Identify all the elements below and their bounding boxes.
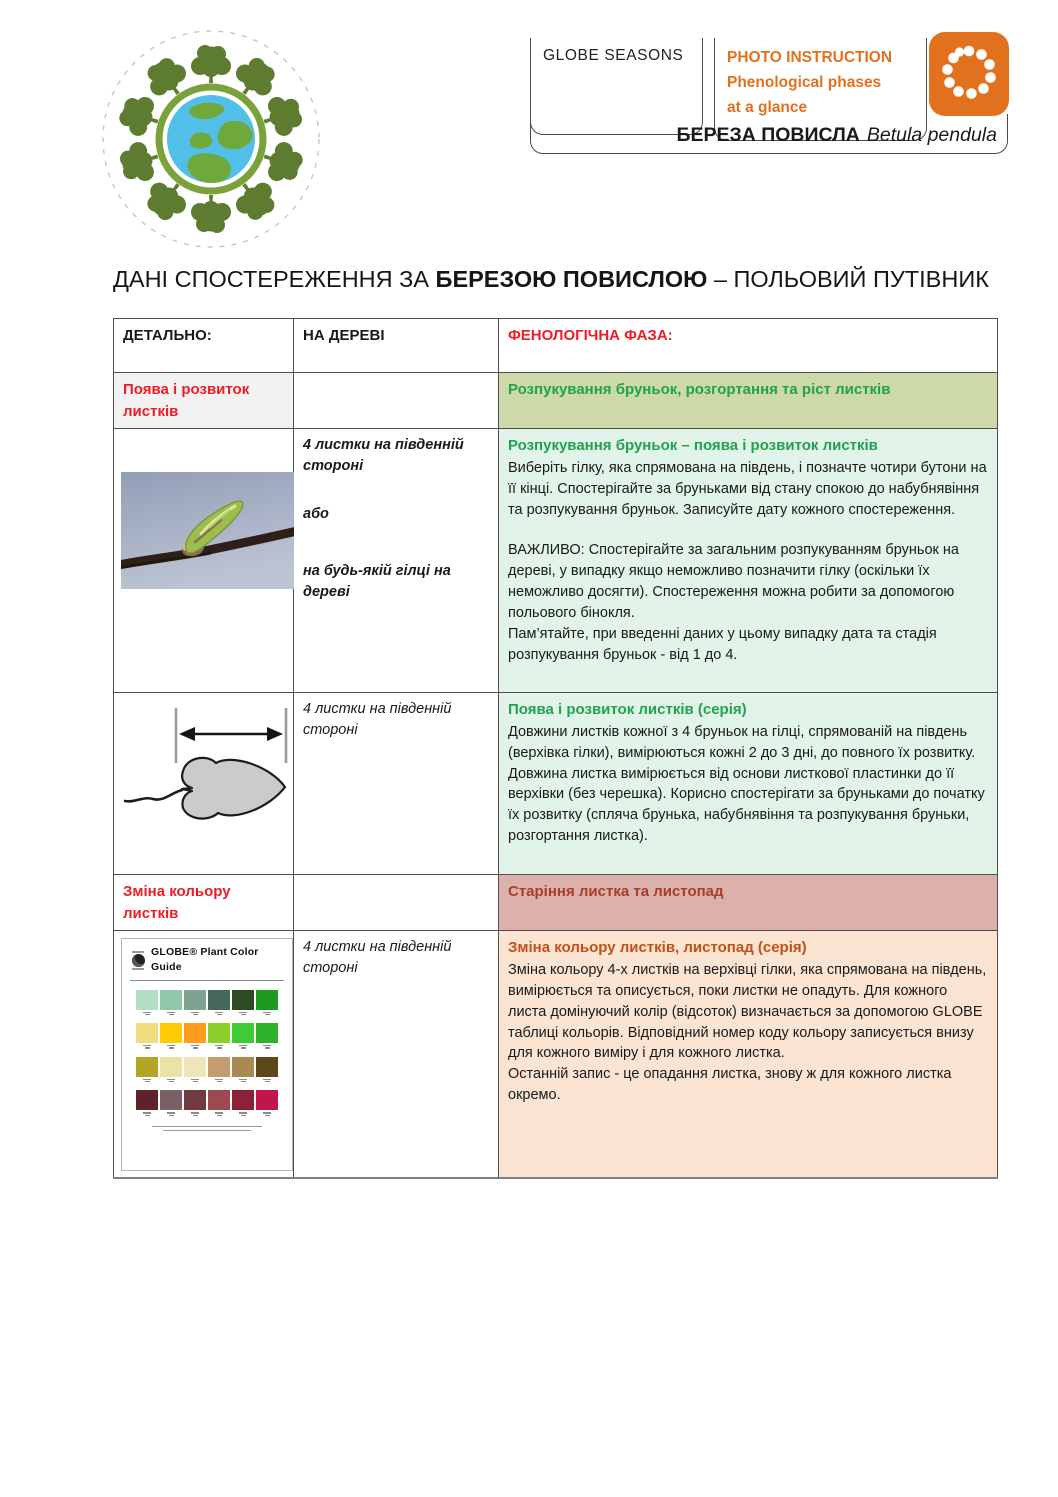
globe-program-dots-logo xyxy=(929,32,1009,116)
page-title-species: БЕРЕЗОЮ ПОВИСЛОЮ xyxy=(435,266,708,292)
color-swatch xyxy=(184,1023,206,1043)
col-header-on-tree: НА ДЕРЕВІ xyxy=(294,319,499,373)
swatch-code-mark xyxy=(136,1012,158,1016)
on-tree-note: 4 листки на південній стороні xyxy=(303,701,452,739)
color-swatch xyxy=(136,990,158,1010)
leaf-series-heading: Поява і розвиток листків (серія) xyxy=(508,701,747,719)
swatch-code-mark xyxy=(136,1112,158,1116)
globe-mini-logo-icon xyxy=(130,951,146,970)
swatch-code-mark xyxy=(232,1112,254,1116)
on-tree-option-2: на будь-якій гілці на дереві xyxy=(303,562,451,600)
swatch-code-mark xyxy=(256,1112,278,1116)
leaf-measurement-diagram xyxy=(119,703,295,868)
section-label: Поява і розвиток листків xyxy=(114,373,294,429)
swatch-code-mark xyxy=(256,1045,278,1049)
section-band-leaf-development xyxy=(114,373,998,429)
on-tree-or: або xyxy=(303,505,329,522)
section-phase-title: Розпукування бруньок, розгортання та ріст листків xyxy=(499,373,998,429)
color-guide-fine-print xyxy=(130,1126,284,1131)
swatch-code-mark xyxy=(184,1045,206,1049)
budburst-on-tree-cell xyxy=(294,429,499,693)
color-swatch xyxy=(208,990,230,1010)
swatch-code-mark xyxy=(232,1045,254,1049)
budburst-description-cell xyxy=(499,429,998,693)
swatch-code-mark xyxy=(136,1045,158,1049)
col-header-phase: ФЕНОЛОГІЧНА ФАЗА: xyxy=(499,319,998,373)
program-name: GLOBE SEASONS xyxy=(543,47,684,64)
color-swatch xyxy=(184,1057,206,1077)
table-header-row xyxy=(114,319,998,373)
swatch-code-mark xyxy=(232,1079,254,1083)
globe-icon xyxy=(167,95,255,183)
color-swatch xyxy=(136,1023,158,1043)
species-latin-name: Betula pendula xyxy=(866,124,997,146)
color-swatch xyxy=(208,1023,230,1043)
swatch-code-mark xyxy=(256,1012,278,1016)
color-swatch xyxy=(160,1023,182,1043)
swatch-code-mark xyxy=(160,1045,182,1049)
page-title xyxy=(113,266,1013,293)
spacer xyxy=(508,520,988,540)
swatch-code-mark xyxy=(184,1012,206,1016)
senescence-description-cell xyxy=(499,931,998,1179)
budburst-paragraph-2: ВАЖЛИВО: Спостерігайте за загальним розпукуванням бруньок на дереві, у випадку якщо неможливо позначити гілку (оскільки їх неможливо досягти). Спостереження можна робити за допомогою польового бінокля. xyxy=(508,542,959,622)
color-swatch xyxy=(136,1057,158,1077)
senescence-paragraph-1: Зміна кольору 4-х листків на верхівці гілки, яка спрямована на південь, вимірюється та описується, поки листки не опадуть. Для кожного листа домінуючий колір (відсоток) визначається за допомогою GLOBE таблиці кольорів. Відповідний номер коду кольору записується внизу для кожного виміру і для кожного листка. xyxy=(508,961,987,1062)
swatch-code-mark xyxy=(208,1079,230,1083)
on-tree-option-1: 4 листки на південній стороні xyxy=(303,437,464,475)
color-swatch xyxy=(184,1090,206,1110)
leaf-series-on-tree-cell xyxy=(294,693,499,875)
section-phase-title: Старіння листка та листопад xyxy=(499,875,998,931)
row-leaf-growth-series xyxy=(114,693,998,875)
color-swatch xyxy=(232,990,254,1010)
color-guide-swatch-rows xyxy=(130,990,284,1116)
swatch-row xyxy=(130,990,284,1016)
photo-instruction-line: at a glance xyxy=(727,98,808,116)
color-guide-title: GLOBE® Plant Color Guide xyxy=(151,946,259,974)
swatch-code-mark xyxy=(184,1112,206,1116)
photo-instruction-line: PHOTO INSTRUCTION xyxy=(727,49,893,66)
budburst-paragraph-1: Виберіть гілку, яка спрямована на південь, і позначте чотири бутони на її кінці. Спостерігайте за бруньками від стану спокою до набубнявіння та розпукування бруньок. Записуйте дату кожного спостереження. xyxy=(508,459,987,518)
budburst-photo xyxy=(121,472,294,589)
page-title-suffix: – ПОЛЬОВИЙ ПУТІВНИК xyxy=(707,266,989,292)
color-swatch xyxy=(208,1090,230,1110)
color-swatch xyxy=(160,1057,182,1077)
color-swatch xyxy=(136,1090,158,1110)
color-swatch xyxy=(256,1057,278,1077)
swatch-code-mark xyxy=(208,1045,230,1049)
budburst-heading: Розпукування бруньок – поява і розвиток листків xyxy=(508,437,878,455)
page-title-prefix: ДАНІ СПОСТЕРЕЖЕННЯ ЗА xyxy=(113,266,436,292)
budburst-paragraph-3: Пам’ятайте, при введенні даних у цьому випадку дата та стадія розпукування бруньок - від 1 до 4. xyxy=(508,625,937,663)
color-swatch xyxy=(256,1090,278,1110)
section-band-color-change xyxy=(114,875,998,931)
species-name: БЕРЕЗА ПОВИСЛА xyxy=(676,124,860,146)
swatch-code-mark xyxy=(136,1079,158,1083)
swatch-code-mark xyxy=(160,1079,182,1083)
swatch-code-mark xyxy=(160,1012,182,1016)
swatch-code-mark xyxy=(160,1112,182,1116)
color-swatch xyxy=(256,1023,278,1043)
color-swatch xyxy=(232,1090,254,1110)
senescence-heading: Зміна кольору листків, листопад (серія) xyxy=(508,939,807,957)
col-header-detail: ДЕТАЛЬНО: xyxy=(114,319,294,373)
swatch-code-mark xyxy=(232,1012,254,1016)
leaf-measurement-drawing-cell xyxy=(114,693,294,875)
on-tree-note: 4 листки на південній стороні xyxy=(303,939,452,977)
color-swatch xyxy=(208,1057,230,1077)
color-guide-cell xyxy=(114,931,294,1179)
leaf-series-paragraph: Довжини листків кожної з 4 бруньок на гілці, спрямованій на південь (верхівка гілки), вимірюються кожні 2 до 3 дні, до повного їх розвитку. Довжина листка вимірюється від основи листкової пластинки до її верхівки (без черешка). Корисно спостерігати за бруньками до початку їх розвитку (спляча брунька, набубнявіння та розпукування бруньки, розгортання листка). xyxy=(508,723,985,845)
swatch-code-mark xyxy=(208,1112,230,1116)
color-swatch xyxy=(160,990,182,1010)
swatch-code-mark xyxy=(256,1079,278,1083)
swatch-row xyxy=(130,1090,284,1116)
color-swatch xyxy=(232,1023,254,1043)
color-swatch xyxy=(184,990,206,1010)
color-swatch xyxy=(232,1057,254,1077)
section-label: Зміна кольору листків xyxy=(114,875,294,931)
swatch-code-mark xyxy=(208,1012,230,1016)
phenophase-table xyxy=(113,318,998,1179)
swatch-row xyxy=(130,1023,284,1049)
row-budburst xyxy=(114,429,998,693)
color-guide-header xyxy=(130,945,284,980)
species-title-box xyxy=(530,114,1008,154)
plant-color-guide-card xyxy=(121,938,293,1171)
senescence-paragraph-2: Останній запис - це опадання листка, знову ж для кожного листка окремо. xyxy=(508,1066,952,1104)
color-swatch xyxy=(160,1090,182,1110)
photo-instruction-line: Phenological phases xyxy=(727,73,882,91)
color-swatch xyxy=(256,990,278,1010)
leaf-series-description-cell xyxy=(499,693,998,875)
row-senescence xyxy=(114,931,998,1179)
budburst-photo-cell xyxy=(114,429,294,693)
globe-trees-logo xyxy=(98,26,324,254)
swatch-row xyxy=(130,1057,284,1083)
senescence-on-tree-cell xyxy=(294,931,499,1179)
empty-cell xyxy=(294,373,499,429)
empty-cell xyxy=(294,875,499,931)
swatch-code-mark xyxy=(184,1079,206,1083)
